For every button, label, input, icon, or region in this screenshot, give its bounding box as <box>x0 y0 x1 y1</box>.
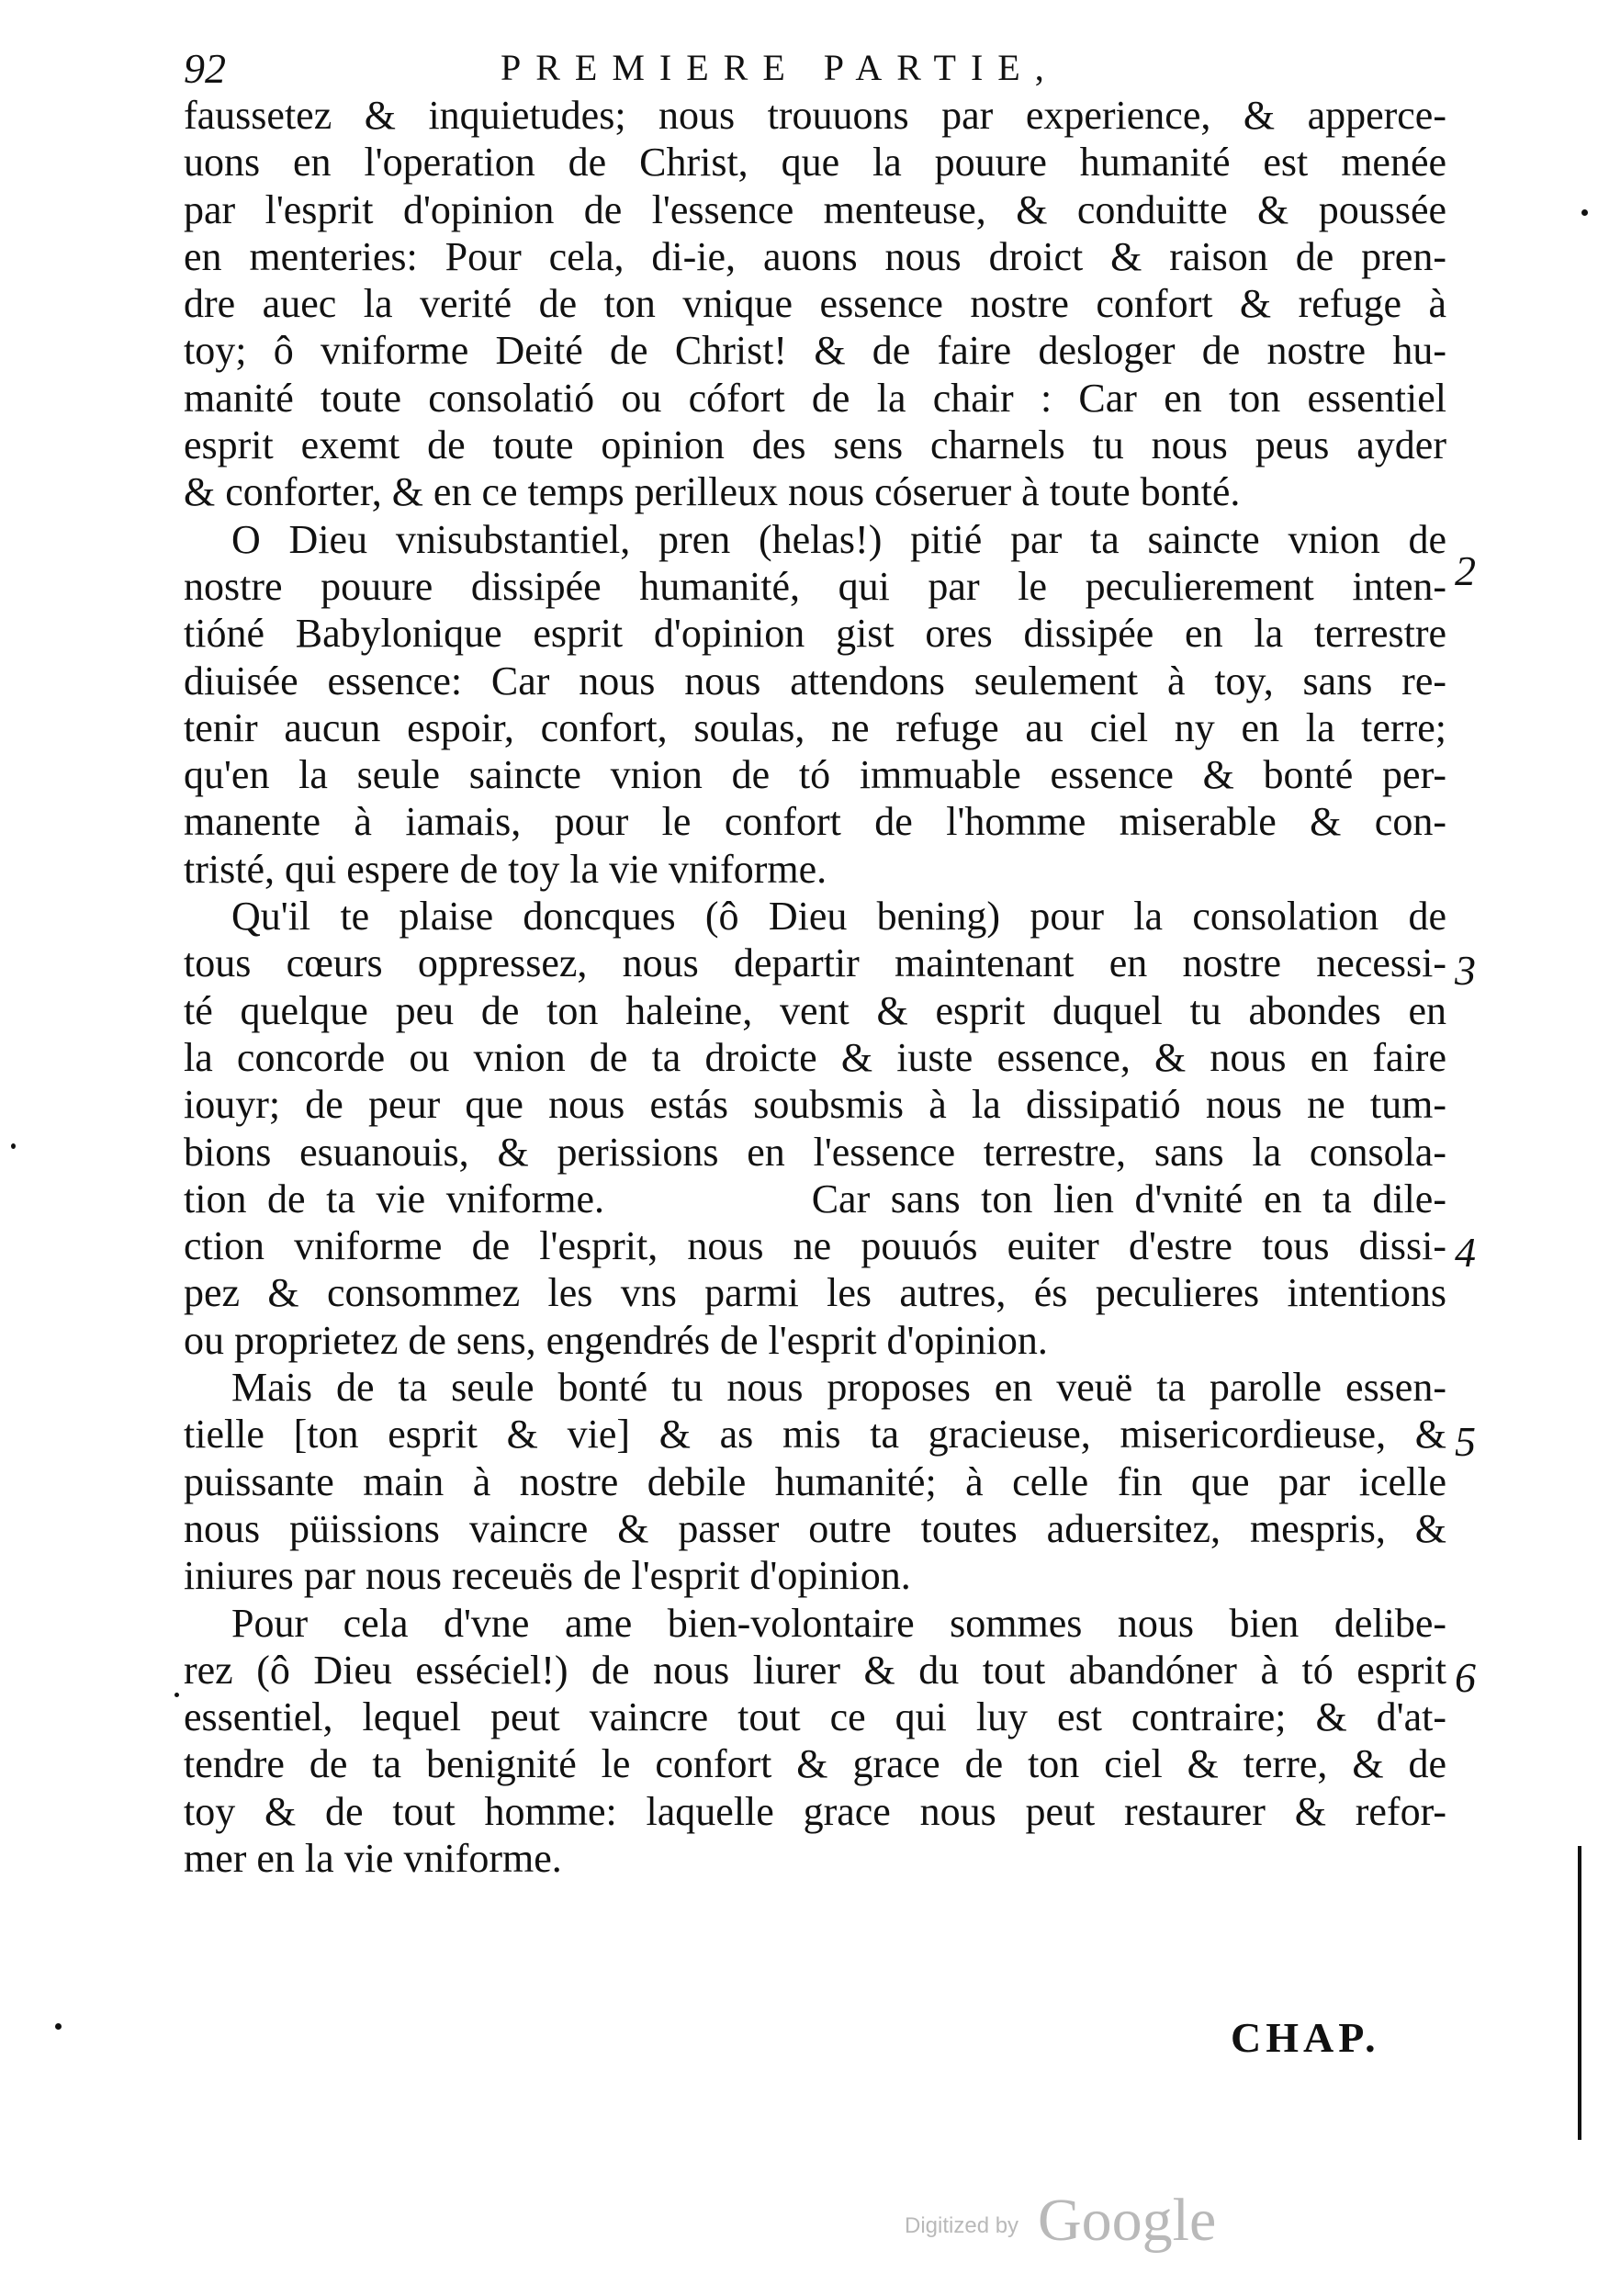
ink-speck <box>55 2023 62 2030</box>
text-line: nostre pouure dissipée humanité, qui par le peculierement inten- <box>184 563 1446 609</box>
text-line: manente à iamais, pour le confort de l'homme miserable & con- <box>184 799 1446 845</box>
paragraph-start-6: Pour cela d'vne ame bien-volontaire sommes nous bien delibe- <box>231 1600 1446 1646</box>
verse-number-5: 5 <box>1455 1418 1476 1465</box>
text-line: toy & de tout homme: laquelle grace nous peut restaurer & refor- <box>184 1788 1446 1834</box>
text-line: tion de ta vie vniforme. Car sans ton lien d'vnité en ta dile- <box>184 1176 1446 1221</box>
text-line: tióné Babylonique esprit d'opinion gist ores dissipée en la terrestre <box>184 611 1446 657</box>
text-line: mer en la vie vniforme. <box>184 1835 562 1881</box>
text-line: faussetez & inquietudes; nous trouuons par experience, & apperce- <box>184 93 1446 138</box>
text-line: bions esuanouis, & perissions en l'essence terrestre, sans la consola- <box>184 1129 1446 1175</box>
text-line: la concorde ou vnion de ta droicte & iuste essence, & nous en faire <box>184 1034 1446 1080</box>
text-line: toy; ô vniforme Deité de Christ! & de faire desloger de nostre hu- <box>184 328 1446 374</box>
text-line: qu'en la seule saincte vnion de tó immuable essence & bonté per- <box>184 752 1446 798</box>
body-text <box>184 92 1446 1882</box>
digitization-watermark <box>905 2186 1235 2254</box>
text-line: puissante main à nostre debile humanité; à celle fin que par icelle <box>184 1458 1446 1504</box>
ink-speck <box>1581 209 1588 216</box>
paragraph-start-2: O Dieu vnisubstantiel, pren (helas!) pitié par ta saincte vnion de <box>231 516 1446 562</box>
paragraph-start-3: Qu'il te plaise doncques (ô Dieu bening) pour la consolation de <box>231 894 1446 940</box>
running-head <box>184 44 1451 99</box>
text-line: essentiel, lequel peut vaincre tout ce qui luy est contraire; & d'at- <box>184 1694 1446 1740</box>
text-line: pez & consommez les vns parmi les autres, és peculieres intentions <box>184 1270 1446 1316</box>
page-number: 92 <box>184 45 226 92</box>
running-title: PREMIERE PARTIE, <box>501 47 1059 88</box>
text-line: ou proprietez de sens, engendrés de l'esprit d'opinion. <box>184 1317 1048 1363</box>
text-line: té quelque peu de ton haleine, vent & esprit duquel tu abondes en <box>184 987 1446 1033</box>
ink-speck <box>174 1693 179 1697</box>
text-line: tous cœurs oppressez, nous departir maintenant en nostre necessi- <box>184 940 1446 986</box>
text-line: nous püissions vaincre & passer outre toutes aduersitez, mespris, & <box>184 1505 1446 1551</box>
text-line: iouyr; de peur que nous estás soubsmis à la dissipatió nous ne tum- <box>184 1082 1446 1128</box>
text-line: en menteries: Pour cela, di-ie, auons nous droict & raison de pren- <box>184 233 1446 279</box>
text-line: tristé, qui espere de toy la vie vniforme. <box>184 846 827 892</box>
gutter-edge-line <box>1578 1846 1581 2140</box>
watermark-prefix: Digitized by <box>905 2213 1019 2238</box>
verse-number-6: 6 <box>1455 1654 1476 1701</box>
text-line: manité toute consolatió ou cófort de la chair : Car en ton essentiel <box>184 375 1446 421</box>
paragraph-start-5: Mais de ta seule bonté tu nous proposes en veuë ta parolle essen- <box>231 1365 1446 1411</box>
text-line: & conforter, & en ce temps perilleux nous cóseruer à toute bonté. <box>184 469 1241 515</box>
text-line: diuisée essence: Car nous nous attendons seulement à toy, sans re- <box>184 658 1446 703</box>
text-line: iniures par nous receuës de l'esprit d'opinion. <box>184 1553 911 1599</box>
verse-number-4: 4 <box>1455 1229 1476 1276</box>
text-line: tenir aucun espoir, confort, soulas, ne refuge au ciel ny en la terre; <box>184 704 1446 750</box>
verse-number-3: 3 <box>1455 947 1476 994</box>
catchword: CHAP. <box>1231 2014 1380 2061</box>
text-line: par l'esprit d'opinion de l'essence menteuse, & conduitte & poussée <box>184 186 1446 232</box>
ink-speck <box>11 1143 16 1149</box>
text-line: dre auec la verité de ton vnique essence nostre confort & refuge à <box>184 281 1446 327</box>
text-line: tendre de ta benignité le confort & grace de ton ciel & terre, & de <box>184 1741 1446 1787</box>
text-line: ction vniforme de l'esprit, nous ne pouuós euiter d'estre tous dissi- <box>184 1223 1446 1269</box>
text-line: uons en l'operation de Christ, que la pouure humanité est menée <box>184 140 1446 186</box>
verse-number-2: 2 <box>1455 547 1476 594</box>
text-line: tielle [ton esprit & vie] & as mis ta gracieuse, misericordieuse, & <box>184 1412 1446 1458</box>
text-line: rez (ô Dieu esséciel!) de nous liurer & du tout abandóner à tó esprit <box>184 1647 1446 1693</box>
watermark-brand: Google <box>1038 2187 1217 2254</box>
text-line: esprit exemt de toute opinion des sens charnels tu nous peus ayder <box>184 422 1446 468</box>
